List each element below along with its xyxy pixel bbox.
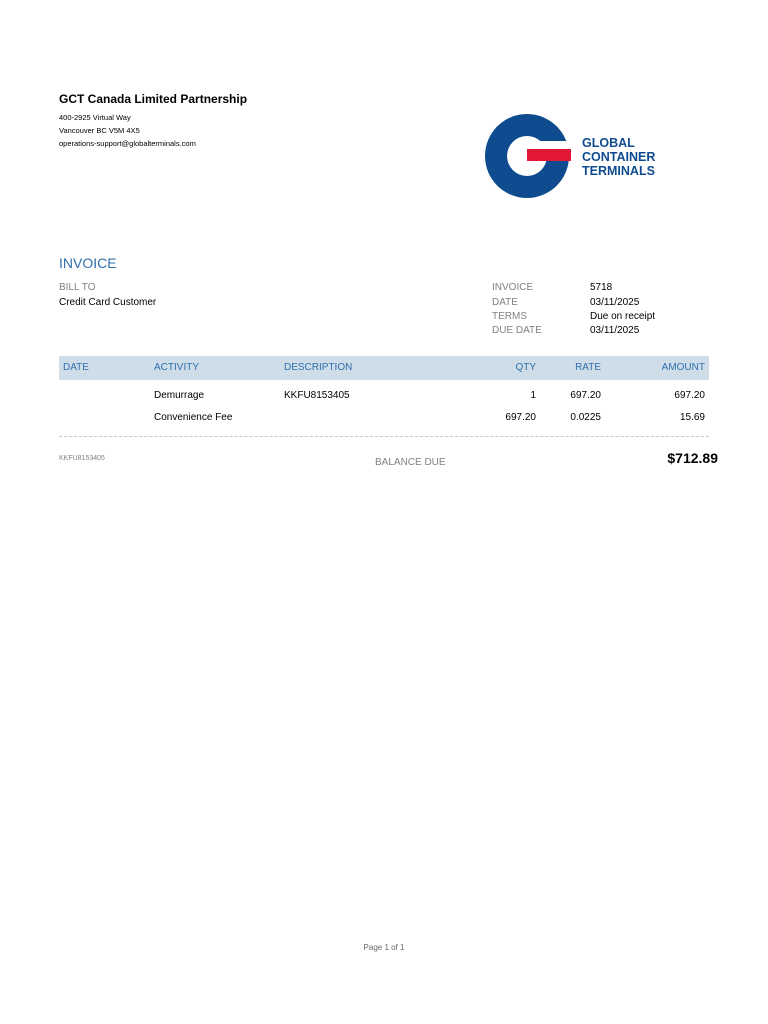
invoice-due-date-value: 03/11/2025 [590, 325, 640, 336]
gct-logo-mark-icon [485, 114, 571, 198]
invoice-title: INVOICE [59, 255, 117, 271]
invoice-number-label: INVOICE [492, 282, 534, 293]
row-qty: 697.20 [505, 412, 536, 423]
page-number: Page 1 of 1 [363, 943, 405, 952]
bill-to-value: Credit Card Customer [59, 297, 157, 308]
invoice-terms-value: Due on receipt [590, 311, 656, 322]
row-rate: 0.0225 [570, 412, 601, 423]
logo-text-line1: GLOBAL [582, 136, 635, 150]
column-header-rate: RATE [575, 362, 601, 373]
footer-reference: KKFU8153405 [59, 455, 105, 462]
column-header-description: DESCRIPTION [284, 362, 353, 373]
invoice-date-label: DATE [492, 297, 518, 308]
balance-due-amount: $712.89 [667, 450, 718, 466]
company-address-line2: Vancouver BC V5M 4X5 [59, 126, 140, 135]
row-rate: 697.20 [570, 390, 601, 401]
column-header-date: DATE [63, 362, 89, 373]
invoice-number-value: 5718 [590, 282, 613, 293]
company-address-line1: 400-2925 Virtual Way [59, 113, 131, 122]
row-amount: 697.20 [674, 390, 705, 401]
row-qty: 1 [530, 390, 536, 401]
gct-logo [485, 113, 675, 199]
row-activity: Demurrage [154, 390, 205, 401]
column-header-activity: ACTIVITY [154, 362, 200, 373]
logo-text-line2: CONTAINER [582, 150, 656, 164]
company-email: operations-support@globalterminals.com [59, 139, 196, 148]
logo-text-line3: TERMINALS [582, 164, 655, 178]
row-activity: Convenience Fee [154, 412, 233, 423]
invoice-due-date-label: DUE DATE [492, 325, 542, 336]
row-amount: 15.69 [679, 412, 705, 423]
company-name: GCT Canada Limited Partnership [59, 92, 248, 106]
row-description: KKFU8153405 [284, 390, 350, 401]
bill-to-label: BILL TO [59, 282, 96, 293]
line-items-table-header [59, 356, 709, 380]
invoice-terms-label: TERMS [492, 311, 527, 322]
column-header-qty: QTY [515, 362, 536, 373]
balance-due-label: BALANCE DUE [375, 457, 446, 468]
invoice-date-value: 03/11/2025 [590, 297, 640, 308]
table-divider [59, 436, 709, 437]
column-header-amount: AMOUNT [661, 362, 705, 373]
